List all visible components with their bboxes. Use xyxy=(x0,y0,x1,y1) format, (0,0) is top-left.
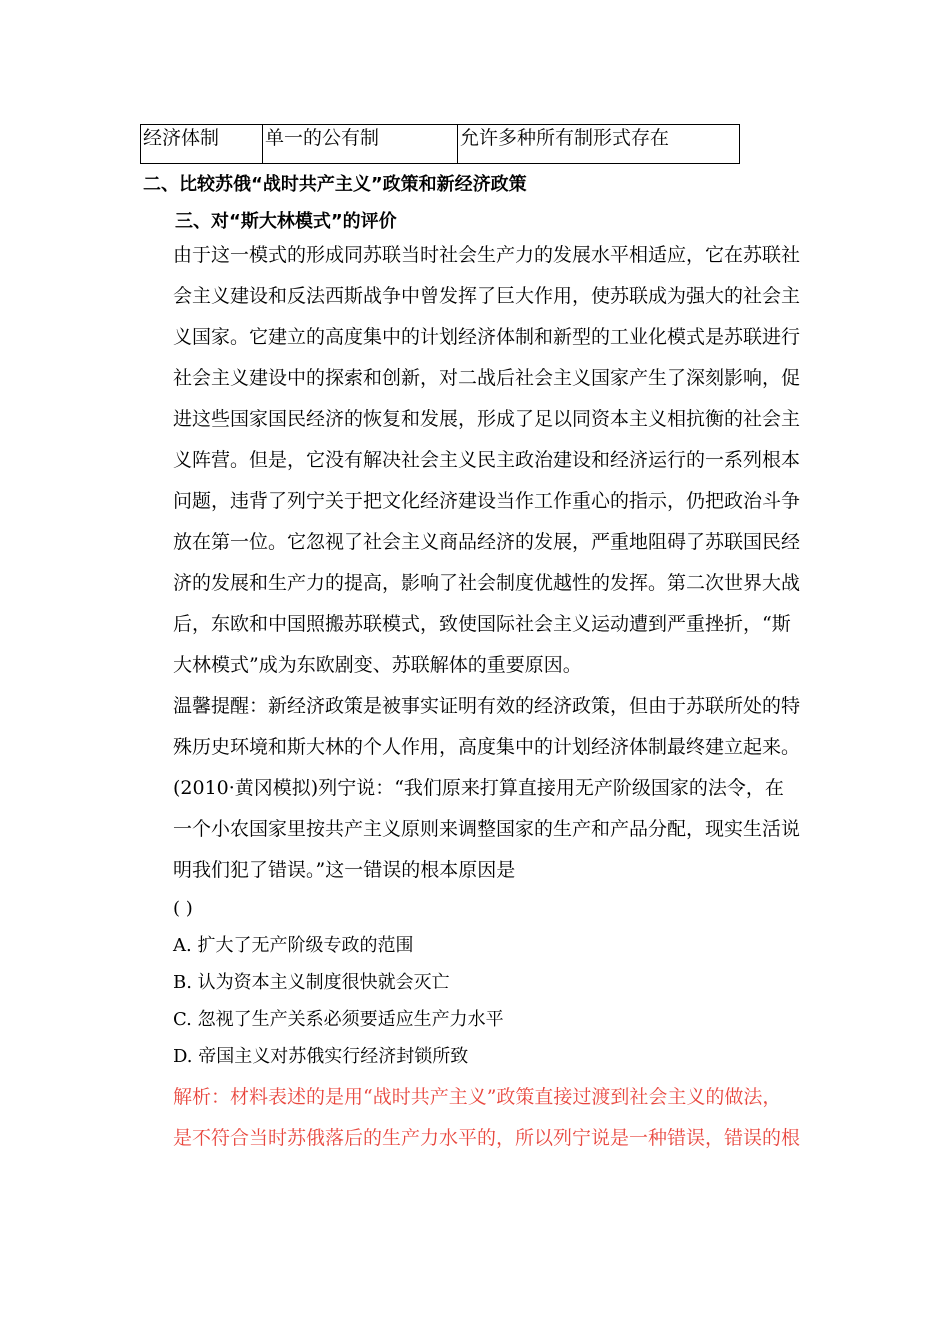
question-options xyxy=(173,890,813,1075)
option-d: D. 帝国主义对苏俄实行经济封锁所致 xyxy=(173,1046,469,1067)
analysis-paragraph xyxy=(173,1077,813,1159)
text-line: 社会主义建设中的探索和创新，对二战后社会主义国家产生了深刻影响，促 xyxy=(173,367,801,389)
text-line: 一个小农国家里按共产主义原则来调整国家的生产和产品分配，现实生活说 xyxy=(173,818,801,840)
text-line: 解析：材料表述的是用“战时共产主义”政策直接过渡到社会主义的做法， xyxy=(173,1086,782,1108)
text-line: 问题，违背了列宁关于把文化经济建设当作工作重心的指示，仍把政治斗争 xyxy=(173,490,801,512)
section-heading-3: 三、对“斯大林模式”的评价 xyxy=(175,211,397,232)
text-line: 殊历史环境和斯大林的个人作用，高度集中的计划经济体制最终建立起来。 xyxy=(173,736,801,758)
option-a: A. 扩大了无产阶级专政的范围 xyxy=(173,935,414,956)
text-line: 大林模式”成为东欧剧变、苏联解体的重要原因。 xyxy=(173,654,582,676)
text-line: 由于这一模式的形成同苏联当时社会生产力的发展水平相适应，它在苏联社 xyxy=(173,244,801,266)
option-b: B. 认为资本主义制度很快就会灭亡 xyxy=(173,972,450,993)
text-line: 进这些国家国民经济的恢复和发展，形成了足以同资本主义相抗衡的社会主 xyxy=(173,408,801,430)
text-line: 放在第一位。它忽视了社会主义商品经济的发展，严重地阻碍了苏联国民经 xyxy=(173,531,801,553)
text-line: 义阵营。但是，它没有解决社会主义民主政治建设和经济运行的一系列根本 xyxy=(173,449,801,471)
text-line: 济的发展和生产力的提高，影响了社会制度优越性的发挥。第二次世界大战 xyxy=(173,572,801,594)
text-line: 会主义建设和反法西斯战争中曾发挥了巨大作用，使苏联成为强大的社会主 xyxy=(173,285,801,307)
comparison-table xyxy=(140,124,740,164)
option-c: C. 忽视了生产关系必须要适应生产力水平 xyxy=(173,1009,504,1030)
answer-blank: ( ) xyxy=(173,898,193,919)
text-line: 温馨提醒：新经济政策是被事实证明有效的经济政策，但由于苏联所处的特 xyxy=(173,695,801,717)
question-stem xyxy=(173,768,813,891)
tip-paragraph xyxy=(173,686,813,768)
text-line: 明我们犯了错误。”这一错误的根本原因是 xyxy=(173,859,516,881)
evaluation-paragraph xyxy=(173,235,813,686)
text-line: 是不符合当时苏俄落后的生产力水平的，所以列宁说是一种错误，错误的根 xyxy=(173,1127,801,1149)
section-heading-2: 二、比较苏俄“战时共产主义”政策和新经济政策 xyxy=(143,174,527,195)
table-cell-new-economic-policy: 允许多种所有制形式存在 xyxy=(460,127,670,149)
text-line: (2010·黄冈模拟)列宁说：“我们原来打算直接用无产阶级国家的法令，在 xyxy=(173,777,784,799)
table-cell-category: 经济体制 xyxy=(141,125,263,163)
text-line: 义国家。它建立的高度集中的计划经济体制和新型的工业化模式是苏联进行 xyxy=(173,326,801,348)
table-cell-wartime-communism: 单一的公有制 xyxy=(263,125,458,163)
text-line: 后，东欧和中国照搬苏联模式，致使国际社会主义运动遭到严重挫折，“斯 xyxy=(173,613,791,635)
